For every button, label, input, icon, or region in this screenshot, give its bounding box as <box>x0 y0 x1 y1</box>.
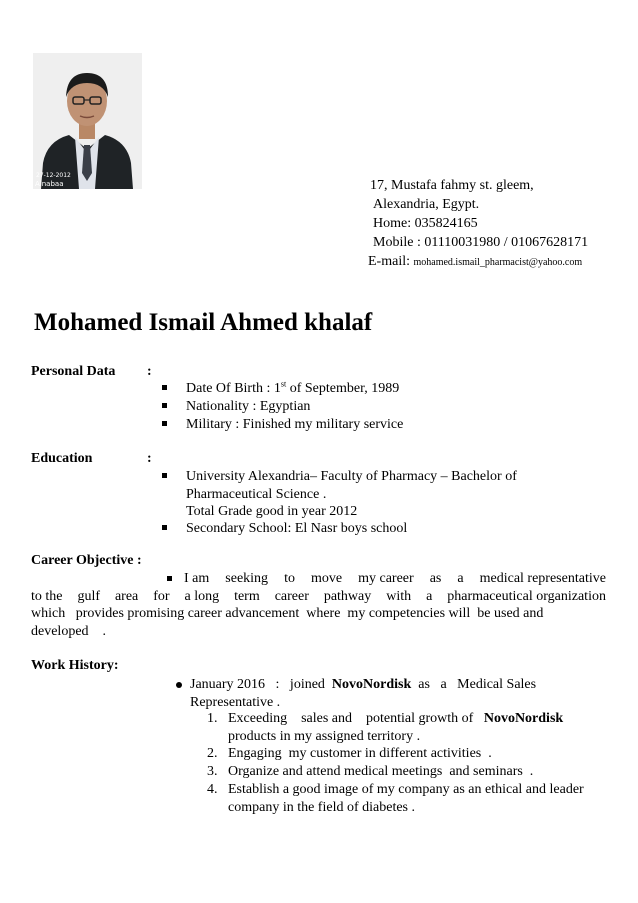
career-word: pharmaceutical organization <box>447 589 606 604</box>
personal-data-heading: Personal Data <box>31 364 116 379</box>
home-phone: Home: 035824165 <box>373 216 478 231</box>
career-line-4: developed . <box>31 624 107 639</box>
career-word: I am <box>184 571 210 586</box>
education-colon: : <box>147 451 152 466</box>
address-line-2: Alexandria, Egypt. <box>373 197 480 212</box>
task-number: 4. <box>207 782 218 797</box>
personal-data-colon: : <box>147 364 152 379</box>
work-history-heading: Work History: <box>31 658 119 673</box>
square-bullet-icon <box>162 525 167 530</box>
task-text-continued: company in the field of diabetes . <box>228 800 415 815</box>
career-word: seeking <box>225 571 269 586</box>
task-number: 2. <box>207 746 218 761</box>
career-word: term <box>234 589 260 604</box>
career-word: as <box>429 571 442 586</box>
career-word: career <box>274 589 309 604</box>
career-line-3: which provides promising career advancement where my competencies will be used and <box>31 606 544 621</box>
profile-photo <box>33 53 142 189</box>
career-word: area <box>114 589 139 604</box>
company-name: NovoNordisk <box>331 677 412 692</box>
mobile-phone: Mobile : 01110031980 / 01067628171 <box>373 235 589 250</box>
square-bullet-icon <box>162 403 167 408</box>
career-word: with <box>386 589 412 604</box>
university-line-2: Pharmaceutical Science . <box>186 487 327 502</box>
career-word: move <box>310 571 343 586</box>
email-line <box>368 252 588 272</box>
email-value: mohamed.ismail_pharmacist@yahoo.com <box>413 257 583 268</box>
career-word: medical representative <box>479 571 606 586</box>
career-word: for <box>153 589 170 604</box>
task-text: Engaging my customer in different activities . <box>228 746 492 761</box>
portrait-image <box>33 53 142 189</box>
grade-text: Total Grade good in year 2012 <box>186 504 358 519</box>
job-entry-line-2: Representative . <box>190 695 281 710</box>
task-text-continued: products in my assigned territory . <box>228 729 421 744</box>
address-line-1: 17, Mustafa fahmy st. gleem, <box>370 178 534 193</box>
military-text: Military : Finished my military service <box>186 417 404 432</box>
career-word: to <box>284 571 295 586</box>
contact-block <box>368 176 588 272</box>
task-text: Exceeding sales and potential growth of NovoNordisk <box>228 711 564 726</box>
photo-date: 27-12-2012 <box>36 172 71 179</box>
career-word: a long <box>184 589 220 604</box>
square-bullet-icon <box>162 473 167 478</box>
email-label: E-mail: <box>368 254 410 269</box>
career-word: a <box>426 589 433 604</box>
career-word: to the <box>31 589 63 604</box>
career-objective-heading: Career Objective : <box>31 553 142 568</box>
task-number: 3. <box>207 764 218 779</box>
square-bullet-icon <box>162 385 167 390</box>
nationality-text: Nationality : Egyptian <box>186 399 311 414</box>
square-bullet-icon <box>162 421 167 426</box>
secondary-school-text: Secondary School: El Nasr boys school <box>186 521 408 536</box>
task-text: Organize and attend medical meetings and seminars . <box>228 764 534 779</box>
task-text: Establish a good image of my company as an ethical and leader <box>228 782 584 797</box>
task-number: 1. <box>207 711 218 726</box>
round-bullet-icon <box>176 682 182 688</box>
university-line-1: University Alexandria– Faculty of Pharmacy – Bachelor of <box>186 469 517 484</box>
career-line-2 <box>31 589 606 605</box>
candidate-name: Mohamed Ismail Ahmed khalaf <box>34 309 373 336</box>
career-line-1 <box>184 571 606 587</box>
dob-text: Date Of Birth : 1st of September, 1989 <box>186 379 400 396</box>
career-word: a <box>457 571 464 586</box>
career-word: pathway <box>323 589 372 604</box>
photo-stamp: Alnabaa <box>35 180 64 188</box>
education-heading: Education <box>31 451 93 466</box>
square-bullet-icon <box>167 576 172 581</box>
job-entry-line-1: January 2016 : joined NovoNordisk as a Medical Sales <box>190 677 537 692</box>
career-word: gulf <box>77 589 101 604</box>
career-word: my career <box>358 571 414 586</box>
